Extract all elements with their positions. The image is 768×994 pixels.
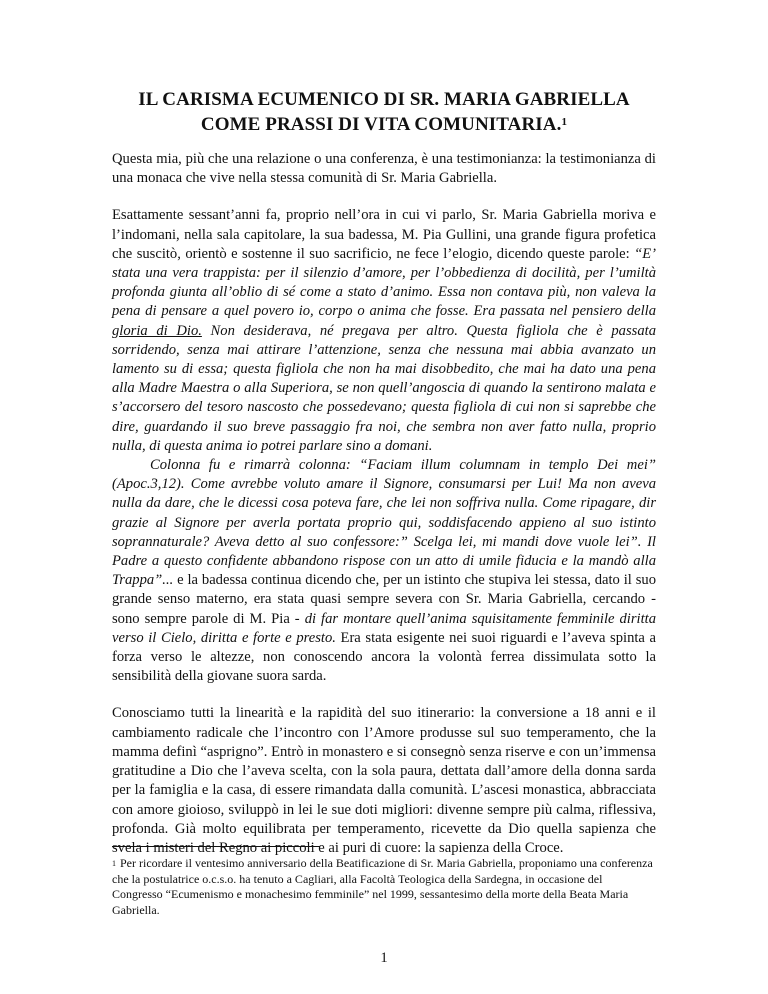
footnote-text: Per ricordare il ventesimo anniversario della Beatificazione di Sr. Maria Gabriella, proponiamo una conferenza che la postulatrice o.c.s.o. ha tenuto a Cagliari, alla Facoltà Teologica della Sardegna, in occasione del Congresso “Ecumenismo e monachesimo femminile” nel 1999, sessantesimo della morte della Beata Maria Gabriella. bbox=[112, 856, 653, 917]
paragraph-3-plain-b: Era stata esigente nei suoi riguardi e l’aveva spinta a forza verso le altezze, non conoscendo ancora la volontà ferrea dissimulata sotto la sensibilità della giovane suora sarda. bbox=[112, 629, 656, 685]
title-footnote-ref[interactable]: 1 bbox=[561, 116, 568, 128]
page-number: 1 bbox=[380, 950, 388, 966]
title-line-2-text: COME PRASSI DI VITA COMUNITARIA. bbox=[200, 114, 562, 135]
footnote-number: 1 bbox=[112, 859, 116, 868]
paragraph-3-quote-b: di far montare quell’anima squisitamente femminile diritta verso il Cielo, diritta e forte e presto. bbox=[112, 610, 657, 646]
paragraph-2-intro: Esattamente sessant’anni fa, proprio nell’ora in cui vi parlo, Sr. Maria Gabriella moriva e l’indomani, nella sala capitolare, la sua badessa, M. Pia Gullini, una grande figura profetica che suscitò, orientò e sostenne il suo sacrificio, ne fece l’elogio, dicendo queste parole: bbox=[112, 207, 656, 262]
title-line-2 bbox=[0, 112, 768, 137]
paragraph-3-quote: Colonna fu e rimarrà colonna: “Faciam illum columnam in templo Dei mei” (Apoc.3,12). Come avrebbe voluto amare il Signore, consumarsi per Lui! Ma non aveva nulla da dare, che le dicessi cosa poteva fare, che lei non soffriva nulla. Come ripagare, dir grazie al Signore per averla portata proprio qui, soddisfacendo appieno al suo istinto soprannaturale? Aveva detto al suo confessore:” Scelga lei, mi mandi dove vuole lei”. Il Padre a questo confidente abbandono rispose con un atto di umile fiducia e la mandò alla Trappa”... bbox=[112, 457, 656, 589]
paragraph-1: Questa mia, più che una relazione o una conferenza, è una testimonianza: la testimonianza di una monaca che vive nella stessa comunità di Sr. Maria Gabriella. bbox=[112, 151, 656, 187]
gloria-di-dio-link[interactable]: gloria di Dio. bbox=[112, 322, 202, 339]
document-body bbox=[112, 150, 656, 876]
paragraph-2-quote-a: “E’ stata una vera trappista: per il silenzio d’amore, per l’obbedienza di docilità, per l’umiltà profonda giunta all’oblio di sé come a stato d’animo. Essa non contava più, non valeva la pena di pensare a quel povero io, corpo o anima che fosse. Era passata nel pensiero della bbox=[112, 245, 656, 320]
footnote bbox=[112, 856, 656, 918]
paragraph-4: Conosciamo tutti la linearità e la rapidità del suo itinerario: la conversione a 18 anni e il cambiamento radicale che l’incontro con l’Amore produsse sul suo temperamento, che la mamma definì “asprigno”. Entrò in monastero e si consegnò senza riserve e con un’immensa gratitudine a Dio che l’aveva scelta, con la sola paura, dettata dall’amore della donna sarda per la famiglia e la casa, di essere rimandata dalla comunità. L’ascesi monastica, abbracciata con amore gioioso, sviluppò in lei le sue doti migliori: divenne sempre più calma, riflessiva, profonda. Già molto equilibrata per temperamento, ricevette da Dio quella sapienza che svela i misteri del Regno ai piccoli e ai puri di cuore: la sapienza della Croce. bbox=[112, 705, 656, 856]
title-line-1: IL CARISMA ECUMENICO DI SR. MARIA GABRIELLA bbox=[138, 89, 630, 110]
paragraph-3 bbox=[112, 456, 656, 686]
paragraph-2 bbox=[112, 206, 656, 456]
paragraph-3-plain-a: e la badessa continua dicendo che, per un istinto che stupiva lei stessa, dato il suo grande senso materno, era stata quasi sempre severa con Sr. Maria Gabriella, cercando - sono sempre parole di M. Pia - bbox=[112, 572, 656, 627]
paragraph-2-quote-b: Non desiderava, né pregava per altro. Questa figliola che è passata sorridendo, senza mai attirare l’attenzione, senza che nessuna mai abbia avanzato un lamento su di essa; questa figliola che non ha mai disobbedito, che mai ha dato una pena alla Madre Maestra o alla Superiora, se non quell’angoscia di quando la sentirono malata e s’accorsero del tesoro nascosto che possedevano; questa figliola di cui non si saprebbe che dire, guardando il suo breve passaggio fra noi, che sembra non aver fatto nulla, proprio nulla, di questa anima io potrei parlare sino a domani. bbox=[112, 322, 656, 454]
footnote-divider bbox=[112, 846, 320, 847]
page-title bbox=[0, 87, 768, 137]
